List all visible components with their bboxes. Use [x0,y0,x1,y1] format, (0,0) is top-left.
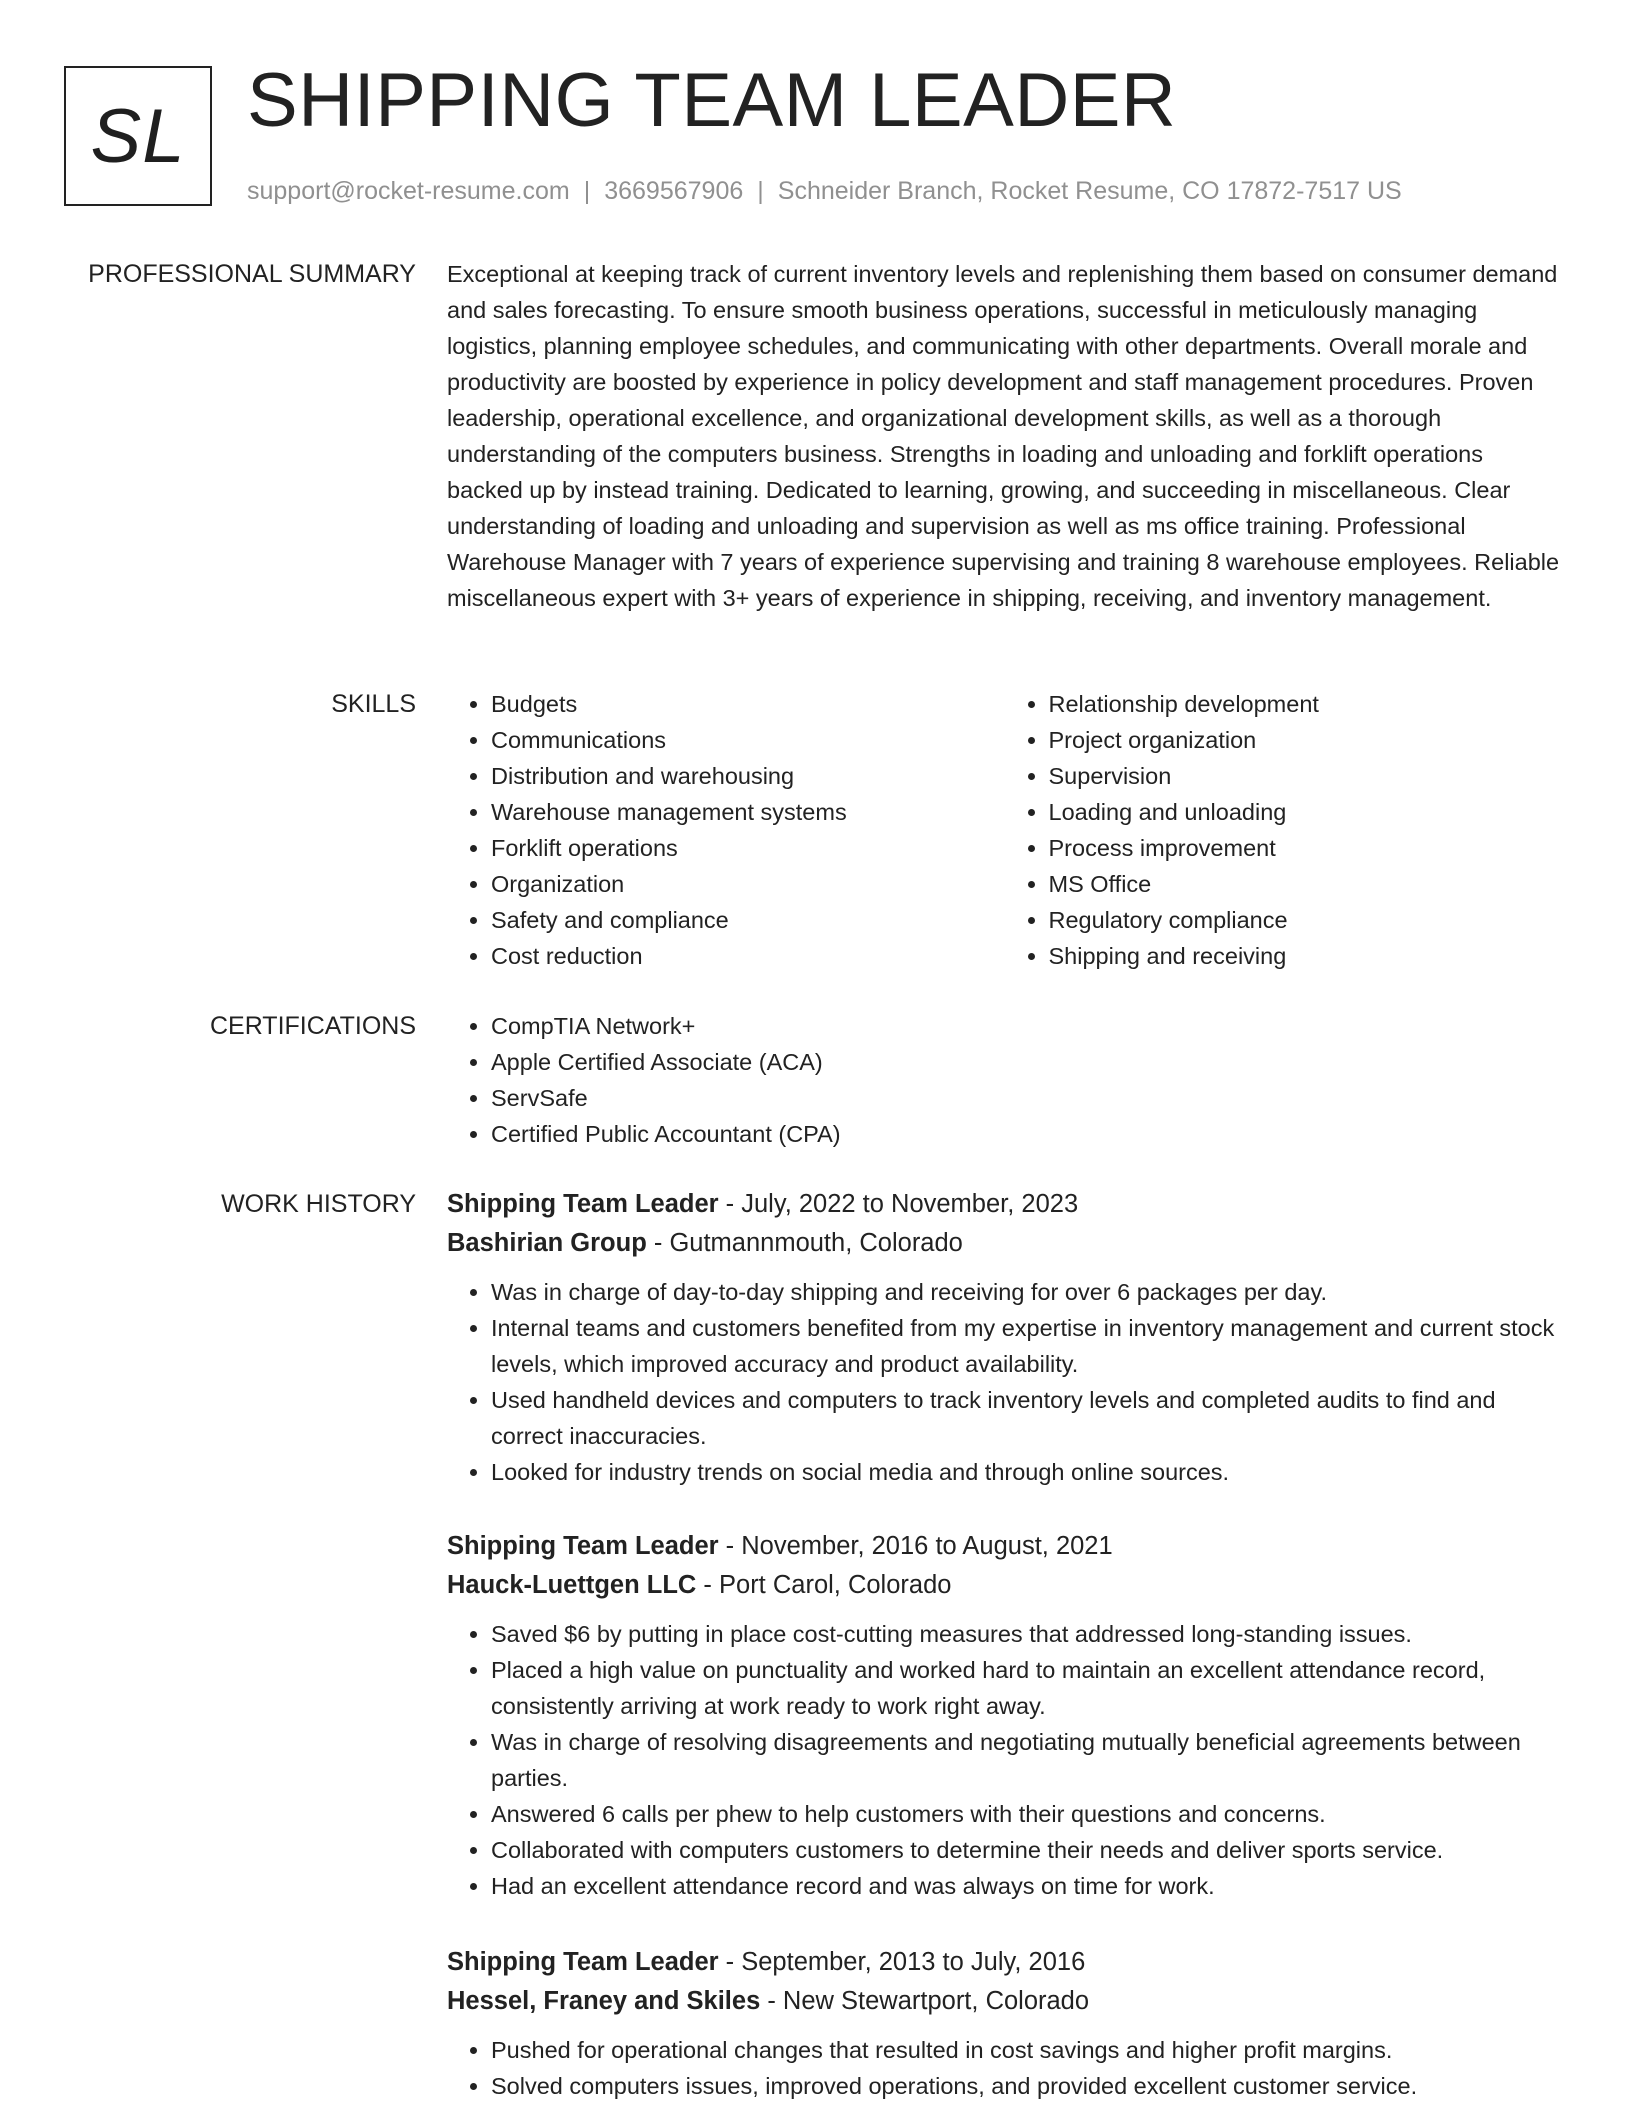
job-bullet: • Saved $6 by putting in place cost-cutting measures that addressed long-standing issues. [491,1616,1562,1652]
summary-section [447,256,1562,616]
skill-item: • Distribution and warehousing [491,758,1005,794]
job-company-line [447,1566,1562,1604]
job-bullets [447,1616,1562,1904]
job-title: Shipping Team Leader [447,1948,719,1976]
job-bullet: • Had an excellent attendance record and was always on time for work. [491,1868,1562,1904]
certification-item: • CompTIA Network+ [491,1008,1562,1044]
certification-item: • ServSafe [491,1080,1562,1116]
job-company-line [447,1982,1562,2020]
section-label-skills: SKILLS [331,690,416,718]
job-entry [447,1942,1562,2104]
certification-item: • Certified Public Accountant (CPA) [491,1116,1562,1152]
skill-item: • Relationship development [1049,686,1563,722]
skill-item: • Project organization [1049,722,1563,758]
skill-item: • Shipping and receiving [1049,938,1563,974]
job-company: Bashirian Group [447,1229,647,1257]
skill-item: • Organization [491,866,1005,902]
skill-item: • Supervision [1049,758,1563,794]
certification-item: • Apple Certified Associate (ACA) [491,1044,1562,1080]
contact-separator: | [757,177,764,205]
contact-email: support@rocket-resume.com [247,177,570,205]
job-company: Hauck-Luettgen LLC [447,1571,697,1599]
skills-list-left [447,686,1005,974]
skill-item: • Process improvement [1049,830,1563,866]
job-dates: - November, 2016 to August, 2021 [718,1532,1113,1560]
section-label-work-history: WORK HISTORY [221,1190,416,1218]
job-bullet: • Answered 6 calls per phew to help customers with their questions and concerns. [491,1796,1562,1832]
job-bullet: • Pushed for operational changes that resulted in cost savings and higher profit margins. [491,2032,1562,2068]
monogram-initials: SL [90,93,186,179]
job-title-line [447,1526,1562,1566]
job-bullets [447,1274,1562,1490]
job-dates: - September, 2013 to July, 2016 [718,1948,1086,1976]
job-location: - Port Carol, Colorado [696,1571,952,1599]
skills-section [447,686,1562,974]
monogram-box [64,66,212,206]
section-label-certifications: CERTIFICATIONS [209,1012,416,1040]
contact-phone: 3669567906 [604,177,744,205]
resume-name: SHIPPING TEAM LEADER [247,58,1177,143]
certifications-list [447,1008,1562,1152]
job-location: - Gutmannmouth, Colorado [646,1229,963,1257]
skills-list-right [1005,686,1563,974]
contact-address: Schneider Branch, Rocket Resume, CO 17872-7517 US [777,177,1402,205]
job-location: - New Stewartport, Colorado [760,1987,1090,2015]
job-company-line [447,1224,1562,1262]
skill-item: • Forklift operations [491,830,1005,866]
job-bullet: • Looked for industry trends on social media and through online sources. [491,1454,1562,1490]
job-title-line [447,1942,1562,1982]
job-title-line [447,1184,1562,1224]
job-title: Shipping Team Leader [447,1532,719,1560]
skill-item: • Budgets [491,686,1005,722]
skill-item: • Safety and compliance [491,902,1005,938]
skill-item: • Cost reduction [491,938,1005,974]
skill-item: • Communications [491,722,1005,758]
section-label-summary: PROFESSIONAL SUMMARY [88,260,416,288]
job-bullet: • Collaborated with computers customers to determine their needs and deliver sports service. [491,1832,1562,1868]
contact-line [247,174,1402,208]
job-title: Shipping Team Leader [447,1190,719,1218]
skill-item: • Loading and unloading [1049,794,1563,830]
job-bullet: • Internal teams and customers benefited from my expertise in inventory management and current stock levels, which improved accuracy and product availability. [491,1310,1562,1382]
job-bullet: • Placed a high value on punctuality and worked hard to maintain an excellent attendance record, consistently arriving at work ready to work right away. [491,1652,1562,1724]
job-bullet: • Was in charge of day-to-day shipping and receiving for over 6 packages per day. [491,1274,1562,1310]
job-bullet: • Solved computers issues, improved operations, and provided excellent customer service. [491,2068,1562,2104]
job-company: Hessel, Franey and Skiles [447,1987,761,2015]
job-bullets [447,2032,1562,2104]
skill-item: • Warehouse management systems [491,794,1005,830]
skill-item: • Regulatory compliance [1049,902,1563,938]
job-bullet: • Was in charge of resolving disagreements and negotiating mutually beneficial agreements between parties. [491,1724,1562,1796]
skill-item: • MS Office [1049,866,1563,902]
certifications-section [447,1008,1562,1152]
job-entry [447,1526,1562,1904]
job-entry [447,1184,1562,1490]
job-dates: - July, 2022 to November, 2023 [718,1190,1079,1218]
contact-separator: | [583,177,591,205]
job-bullet: • Used handheld devices and computers to track inventory levels and completed audits to find and correct inaccuracies. [491,1382,1562,1454]
summary-text: Exceptional at keeping track of current inventory levels and replenishing them based on consumer demand and sales forecasting. To ensure smooth business operations, successful in meticulously managing logistics, planning employee schedules, and communicating with other departments. Overall morale and productivity are boosted by experience in policy development and staff management procedures. Proven leadership, operational excellence, and organizational development skills, as well as a thorough understanding of the computers business. Strengths in loading and unloading and forklift operations backed up by instead training. Dedicated to learning, growing, and succeeding in miscellaneous. Clear understanding of loading and unloading and supervision as well as ms office training. Professional Warehouse Manager with 7 years of experience supervising and training 8 warehouse employees. Reliable miscellaneous expert with 3+ years of experience in shipping, receiving, and inventory management. [447,261,1560,611]
